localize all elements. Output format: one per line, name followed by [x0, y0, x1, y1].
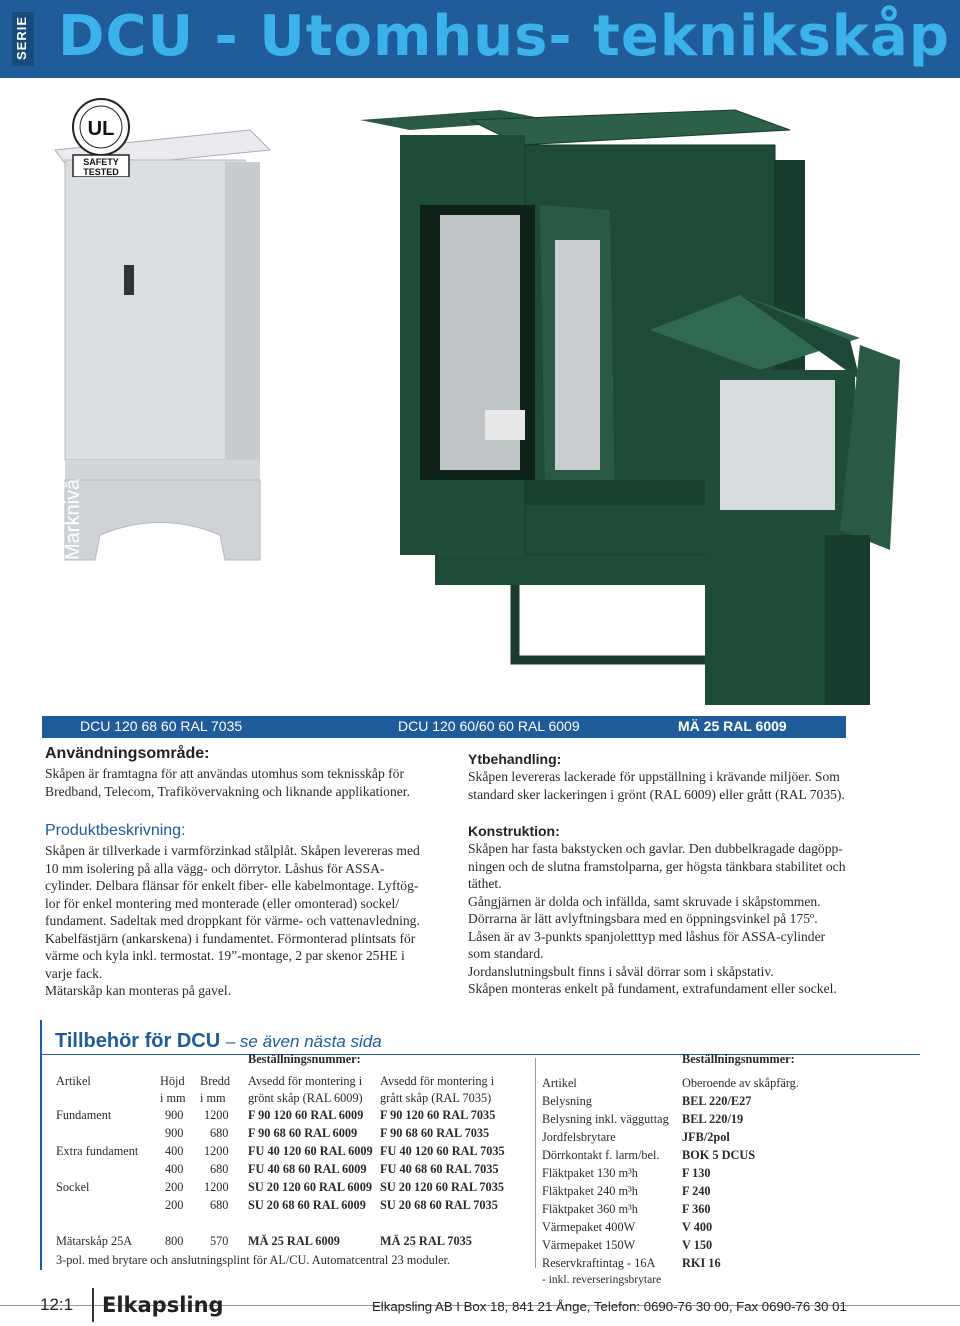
acc-item: Reservkraftintag - 16A [542, 1256, 656, 1270]
row-grey: FU 40 68 60 RAL 7035 [380, 1162, 499, 1176]
row-bredd: 680 [210, 1162, 229, 1176]
caption-right: MÄ 25 RAL 6009 [678, 718, 787, 734]
acc-item: Värmepaket 150W [542, 1238, 636, 1252]
acc-item: Värmepaket 400W [542, 1220, 636, 1234]
text-ytbehandling [468, 768, 908, 803]
acc-order: V 400 [682, 1220, 713, 1234]
row-artikel: Mätarskåp 25A [56, 1234, 133, 1248]
acc-order: F 130 [682, 1166, 711, 1180]
row-green: F 90 120 60 RAL 6009 [248, 1108, 364, 1122]
page-number: 12:1 [40, 1295, 74, 1314]
text-line: lor för enkel montering med monterade (eller omonterad) sockel/ [45, 895, 400, 911]
text-line: Jordanslutningsbult finns i såväl dörrar som i skåpstativ. [468, 963, 774, 979]
text-line: Kabelfästjärn (ankarskena) i fundamentet. Förmonterad plintsats för [45, 930, 416, 946]
acc-item: Fläktpaket 360 m³h [542, 1202, 638, 1216]
heading-konstruktion: Konstruktion: [468, 823, 560, 839]
col-order-right: Oberoende av skåpfärg. [682, 1076, 799, 1090]
row-bredd: 680 [210, 1198, 229, 1212]
row-green: SU 20 68 60 RAL 6009 [248, 1198, 366, 1212]
row-green: F 90 68 60 RAL 6009 [248, 1126, 358, 1140]
product-photo [0, 90, 960, 710]
text-line: Skåpen är tillverkade i varmförzinkad stålplåt. Skåpen levereras med [45, 843, 420, 858]
row-green: SU 20 120 60 RAL 6009 [248, 1180, 373, 1194]
col-artikel-right: Artikel [542, 1076, 577, 1090]
ul-safety: SAFETY [83, 157, 119, 167]
col-artikel: Artikel [56, 1074, 91, 1088]
acc-item: Fläktpaket 130 m³h [542, 1166, 638, 1180]
text-line: Skåpen monteras enkelt på fundament, extrafundament eller sockel. [468, 981, 837, 996]
text-line: cylinder. Delbara flänsar för enkelt fiber- elle kabelmontage. Lyftög- [45, 878, 419, 893]
text-line: varje fack. [45, 965, 103, 981]
ul-logo [67, 97, 135, 177]
row-bredd: 570 [210, 1234, 229, 1248]
acc-item: Fläktpaket 240 m³h [542, 1184, 638, 1198]
row-green: MÄ 25 RAL 6009 [248, 1234, 340, 1248]
row-green: FU 40 68 60 RAL 6009 [248, 1162, 367, 1176]
acc-title-main: Tillbehör för DCU [55, 1030, 221, 1052]
heading-anvandning: Användningsområde: [45, 745, 210, 762]
col-green: Avsedd för montering i [248, 1074, 363, 1088]
side-label-2: Marknivå [236, 598, 258, 680]
col-grey-sub: grått skåp (RAL 7035) [380, 1091, 492, 1105]
text-line: Bredband, Telecom, Trafikövervakning och liknande applikationer. [45, 783, 410, 799]
order-no-label-right: Beställningsnummer: [682, 1052, 795, 1066]
text-line: Skåpen har fasta bakstycken och gavlar. Den dubbelkragade dagöpp- [468, 841, 843, 856]
row-grey: MÄ 25 RAL 7035 [380, 1234, 472, 1248]
text-konstruktion [468, 840, 908, 998]
row-green: FU 40 120 60 RAL 6009 [248, 1144, 373, 1158]
col-bredd: Bredd [200, 1074, 231, 1088]
acc-item: Belysning inkl. vägguttag [542, 1112, 669, 1126]
acc-divider [535, 1058, 536, 1268]
row-artikel: Sockel [56, 1180, 90, 1194]
text-line: standard sker lackeringen i grönt (RAL 6009) eller grått (RAL 7035). [468, 786, 845, 802]
col-bredd-unit: i mm [200, 1091, 226, 1105]
row-bredd: 1200 [204, 1180, 229, 1194]
series-tab [6, 8, 46, 70]
heading-produkt: Produktbeskrivning: [45, 822, 186, 839]
acc-order: BEL 220/19 [682, 1112, 744, 1126]
text-line: Skåpen levereras lackerade för uppställning i krävande miljöer. Som [468, 769, 840, 784]
caption-left: DCU 120 68 60 RAL 7035 [80, 718, 243, 734]
text-line: Gångjärnen är dolda och infällda, samt skruvade i skåpstommen. [468, 893, 821, 909]
acc-title-sub: – se även nästa sida [225, 1032, 382, 1051]
acc-order: V 150 [682, 1238, 713, 1252]
col-hojd: Höjd [160, 1074, 185, 1088]
text-line: 10 mm isolering på alla vägg- och dörrytor. Låshus för ASSA- [45, 860, 385, 876]
acc-note: 3-pol. med brytare och anslutningsplint för AL/CU. Automatcentral 23 moduler. [56, 1253, 451, 1267]
row-grey: SU 20 68 60 RAL 7035 [380, 1198, 498, 1212]
text-produkt [45, 842, 445, 1000]
acc-title [55, 1030, 382, 1053]
acc-item: Jordfelsbrytare [542, 1130, 616, 1144]
row-hojd: 400 [165, 1144, 184, 1158]
row-hojd: 400 [165, 1162, 184, 1176]
acc-left-rule [40, 1020, 42, 1270]
row-grey: F 90 120 60 RAL 7035 [380, 1108, 496, 1122]
ul-mark: UL [87, 118, 115, 140]
col-hojd-unit: i mm [160, 1091, 186, 1105]
row-bredd: 680 [210, 1126, 229, 1140]
acc-item: Dörrkontakt f. larm/bel. [542, 1148, 660, 1162]
acc-order: RKI 16 [682, 1256, 721, 1270]
caption-middle: DCU 120 60/60 60 RAL 6009 [398, 718, 580, 734]
text-line: ningen och de slutna framstolparna, ger högsta tänkbara stabilitet och [468, 858, 846, 874]
row-hojd: 200 [165, 1180, 184, 1194]
row-hojd: 800 [165, 1234, 184, 1248]
text-line: Dörrarna är lätt avlyftningsbara med en öppningsvinkel på 175º. [468, 911, 818, 926]
footer-separator [92, 1288, 94, 1322]
text-anvandning [45, 765, 445, 800]
acc-order: BOK 5 DCUS [682, 1148, 756, 1162]
acc-order: JFB/2pol [682, 1130, 730, 1144]
acc-order: BEL 220/E27 [682, 1094, 752, 1108]
footer-address: Elkapsling AB I Box 18, 841 21 Ånge, Telefon: 0690-76 30 00, Fax 0690-76 30 01 [372, 1299, 847, 1314]
acc-order: F 360 [682, 1202, 711, 1216]
ul-tested: TESTED [83, 167, 119, 177]
order-no-label-left: Beställningsnummer: [248, 1052, 361, 1066]
text-line: Mätarskåp kan monteras på gavel. [45, 983, 232, 998]
heading-ytbehandling: Ytbehandling: [468, 751, 562, 767]
acc-item: Belysning [542, 1094, 592, 1108]
acc-order: F 240 [682, 1184, 711, 1198]
row-grey: SU 20 120 60 RAL 7035 [380, 1180, 505, 1194]
row-hojd: 900 [165, 1126, 184, 1140]
col-green-sub: grönt skåp (RAL 6009) [248, 1091, 363, 1105]
page-title: DCU - Utomhus- teknikskåp [58, 4, 950, 69]
col-grey: Avsedd för montering i [380, 1074, 495, 1088]
text-line: Skåpen är framtagna för att användas utomhus som teknisskåp för [45, 766, 405, 781]
series-label: SERIE [14, 15, 29, 60]
row-artikel: Fundament [56, 1108, 112, 1122]
text-line: täthet. [468, 876, 502, 891]
brand-logo: Elkapsling [102, 1293, 224, 1317]
row-hojd: 200 [165, 1198, 184, 1212]
row-bredd: 1200 [204, 1144, 229, 1158]
row-grey: FU 40 120 60 RAL 7035 [380, 1144, 505, 1158]
row-artikel: Extra fundament [56, 1144, 139, 1158]
acc-item: - inkl. reverseringsbrytare [542, 1274, 662, 1286]
text-line: som standard. [468, 946, 544, 961]
row-bredd: 1200 [204, 1108, 229, 1122]
text-line: Låsen är av 3-punkts spanjoletttyp med låshus för ASSA-cylinder [468, 928, 826, 944]
side-label-1: Marknivå [62, 478, 84, 560]
row-hojd: 900 [165, 1108, 184, 1122]
row-grey: F 90 68 60 RAL 7035 [380, 1126, 490, 1140]
text-line: fundament. Sadeltak med droppkant för värme- och vattenavledning. [45, 913, 420, 928]
text-line: värme och kyla inkl. termostat. 19”-montage, 2 par skenor 25HE i [45, 948, 405, 963]
